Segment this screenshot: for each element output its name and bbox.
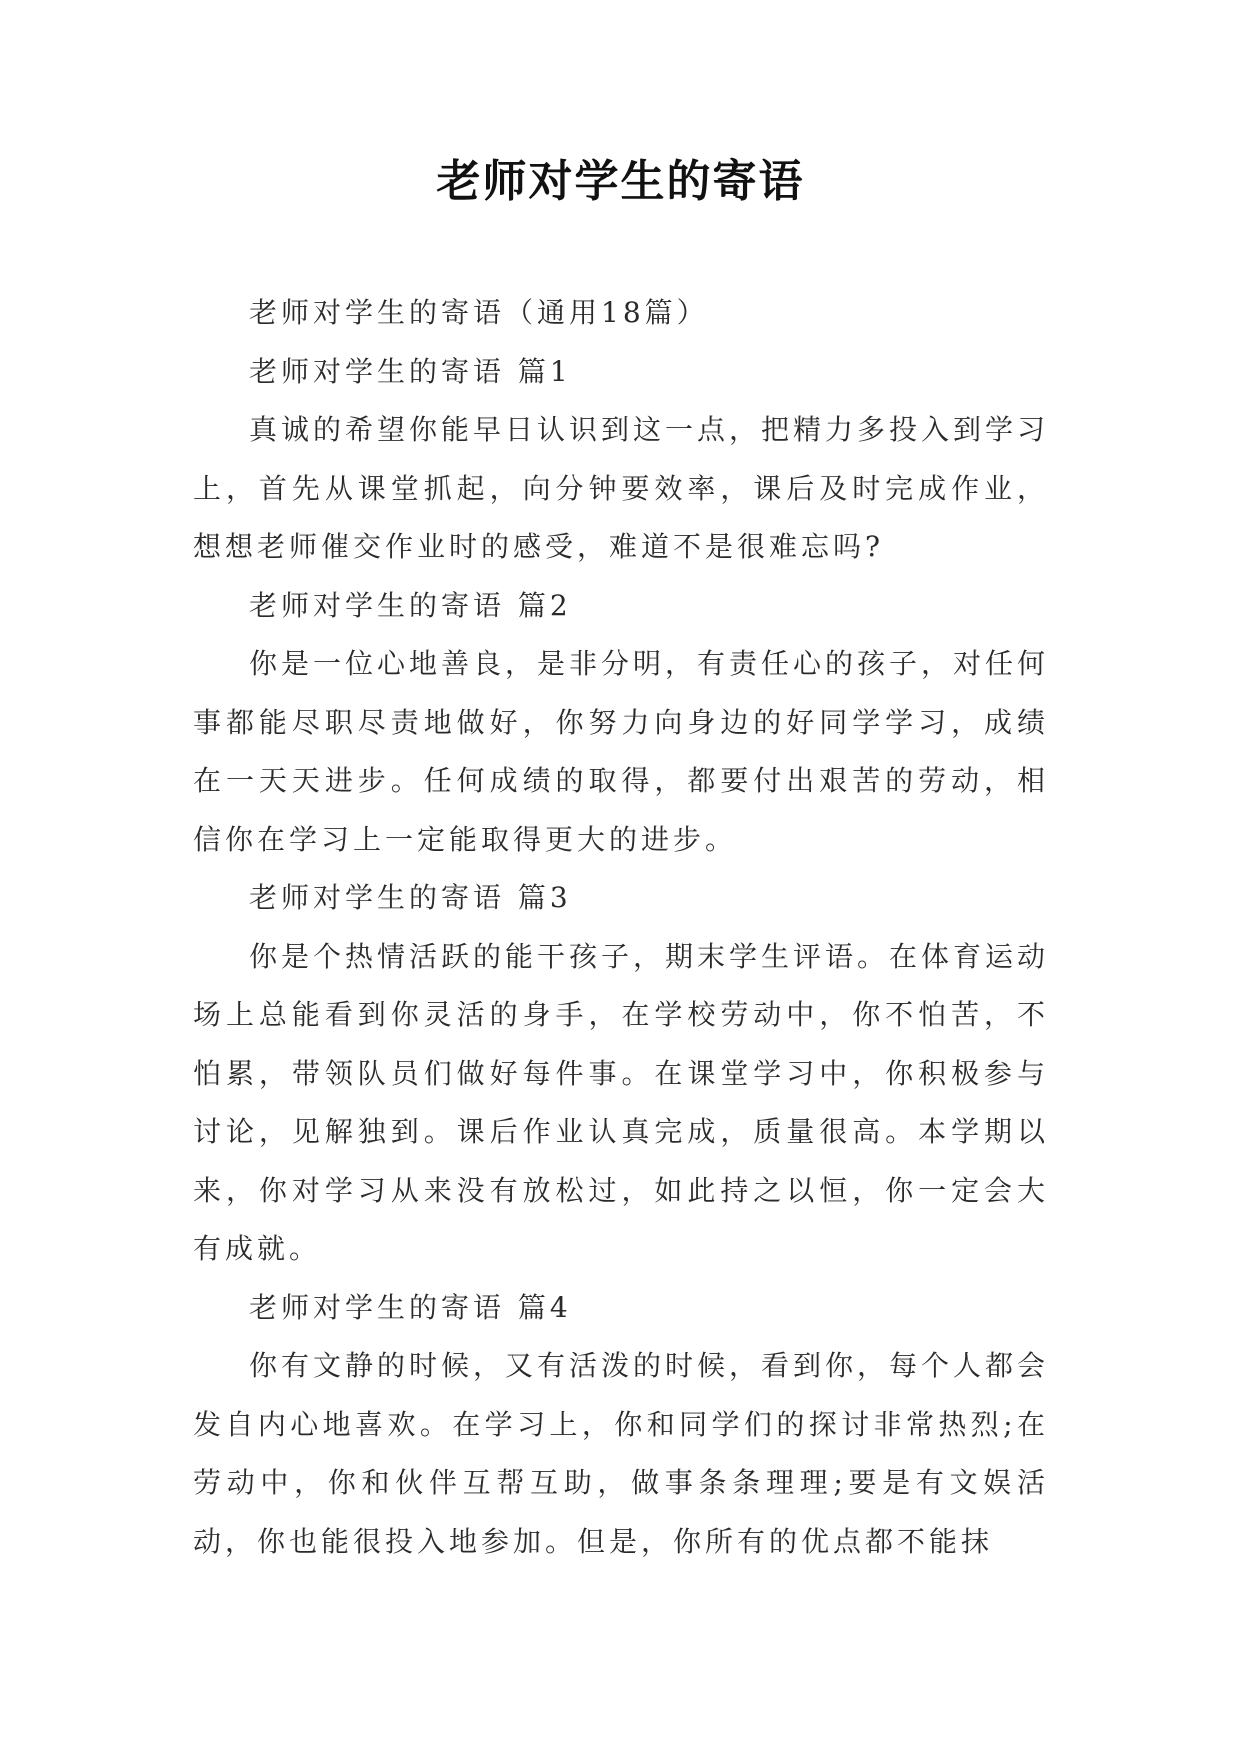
- document-body: [193, 284, 1049, 1571]
- section-paragraph: 你有文静的时候，又有活泼的时候，看到你，每个人都会发自内心地喜欢。在学习上，你和同学们的探讨非常热烈;在劳动中，你和伙伴互帮互助，做事条条理理;要是有文娱活动，你也能很投入地参加。但是，你所有的优点都不能抹: [193, 1349, 1050, 1558]
- section-heading: 老师对学生的寄语 篇4: [249, 1290, 572, 1324]
- document-subtitle: 老师对学生的寄语（通用18篇）: [249, 296, 709, 329]
- section-paragraph: 真诚的希望你能早日认识到这一点，把精力多投入到学习上，首先从课堂抓起，向分钟要效率，课后及时完成作业，想想老师催交作业时的感受，难道不是很难忘吗?: [193, 413, 1050, 563]
- section-heading: 老师对学生的寄语 篇2: [249, 588, 572, 622]
- section-heading: 老师对学生的寄语 篇3: [249, 881, 572, 914]
- section-paragraph: 你是个热情活跃的能干孩子，期末学生评语。在体育运动场上总能看到你灵活的身手，在学校劳动中，你不怕苦，不怕累，带领队员们做好每件事。在课堂学习中，你积极参与讨论，见解独到。课后作业认真完成，质量很高。本学期以来，你对学习从来没有放松过，如此持之以恒，你一定会大有成就。: [193, 939, 1050, 1265]
- section-heading: 老师对学生的寄语 篇1: [249, 354, 572, 388]
- section-paragraph: 你是一位心地善良，是非分明，有责任心的孩子，对任何事都能尽职尽责地做好，你努力向身边的好同学学习，成绩在一天天进步。任何成绩的取得，都要付出艰苦的劳动，相信你在学习上一定能取得更大的进步。: [193, 647, 1050, 856]
- document-title: 老师对学生的寄语: [436, 156, 805, 207]
